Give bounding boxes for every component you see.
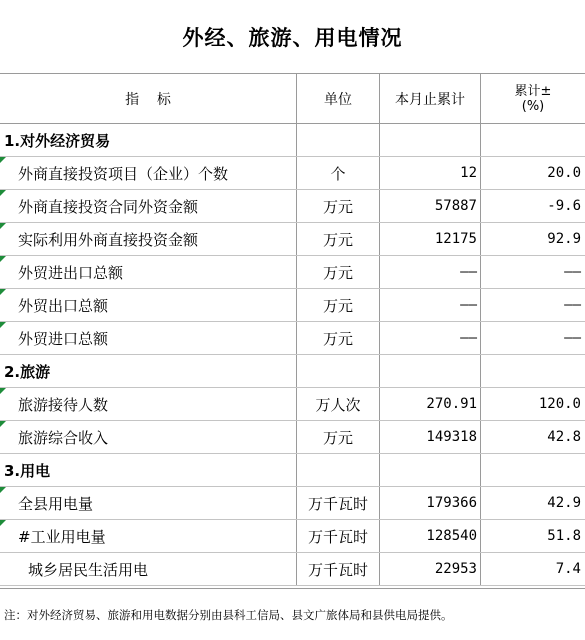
unit-cell: 万千瓦时	[297, 553, 380, 585]
section-label: 1.对外经济贸易	[0, 124, 297, 156]
indicator-cell	[0, 157, 297, 189]
indicator-label: 旅游接待人数	[18, 395, 109, 414]
cell-marker-icon	[0, 190, 6, 196]
indicator-cell	[0, 487, 297, 519]
table-row	[0, 520, 585, 553]
indicator-label: 全县用电量	[18, 494, 94, 513]
indicator-cell	[0, 256, 297, 288]
indicator-label: 实际利用外商直接投资金额	[18, 230, 199, 249]
value-cell	[380, 355, 481, 387]
header-cumulative: 本月止累计	[380, 74, 481, 123]
change-cell: -9.6	[547, 198, 581, 214]
change-cell: 20.0	[547, 165, 581, 181]
change-cell: 7.4	[555, 561, 581, 577]
section-row-electricity	[0, 454, 585, 487]
value-cell	[380, 454, 481, 486]
value-cell: ——	[380, 322, 481, 354]
change-cell	[481, 454, 585, 486]
header-change	[481, 74, 585, 123]
table-row	[0, 487, 585, 520]
cell-marker-icon	[0, 256, 6, 262]
indicator-cell	[0, 322, 297, 354]
change-cell: ——	[564, 297, 581, 313]
table-row	[0, 190, 585, 223]
indicator-cell	[0, 553, 297, 585]
unit-cell	[297, 355, 380, 387]
table-row	[0, 553, 585, 586]
indicator-cell	[0, 190, 297, 222]
indicator-label: 外商直接投资项目（企业）个数	[18, 164, 229, 183]
indicator-label: #工业用电量	[18, 527, 106, 546]
value-cell: 12	[380, 157, 481, 189]
section-label: 3.用电	[0, 454, 297, 486]
unit-cell: 万元	[297, 190, 380, 222]
cell-marker-icon	[0, 520, 6, 526]
change-cell: 42.9	[547, 495, 581, 511]
value-cell: 179366	[380, 487, 481, 519]
indicator-label: 城乡居民生活用电	[28, 560, 149, 579]
change-cell: ——	[564, 330, 581, 346]
change-cell: 92.9	[547, 231, 581, 247]
section-row-tourism	[0, 355, 585, 388]
unit-cell: 万元	[297, 256, 380, 288]
indicator-cell	[0, 223, 297, 255]
change-cell: 42.8	[547, 429, 581, 445]
table-title: 外经、旅游、用电情况	[0, 0, 585, 74]
value-cell: 22953	[380, 553, 481, 585]
value-cell: 57887	[380, 190, 481, 222]
unit-cell: 万元	[297, 421, 380, 453]
cell-marker-icon	[0, 421, 6, 427]
change-cell: ——	[564, 264, 581, 280]
unit-cell	[297, 454, 380, 486]
unit-cell	[297, 124, 380, 156]
table-row	[0, 421, 585, 454]
table-row	[0, 289, 585, 322]
section-row-foreign-trade	[0, 124, 585, 157]
indicator-label: 外贸进口总额	[18, 329, 109, 348]
indicator-label: 外贸进出口总额	[18, 263, 124, 282]
header-unit: 单位	[297, 74, 380, 123]
header-change-line1: 累计±	[514, 83, 552, 99]
header-change-line2: (%)	[521, 98, 545, 114]
cell-marker-icon	[0, 223, 6, 229]
unit-cell: 万千瓦时	[297, 520, 380, 552]
change-cell	[481, 124, 585, 156]
footnote: 注：对外经济贸易、旅游和用电数据分别由县科工信局、县文广旅体局和县供电局提供。	[0, 588, 585, 640]
unit-cell: 万元	[297, 322, 380, 354]
indicator-label: 旅游综合收入	[18, 428, 109, 447]
change-cell	[481, 355, 585, 387]
value-cell: 149318	[380, 421, 481, 453]
change-cell: 120.0	[538, 396, 581, 412]
value-cell	[380, 124, 481, 156]
change-cell: 51.8	[547, 528, 581, 544]
table-row	[0, 157, 585, 190]
indicator-cell	[0, 520, 297, 552]
indicator-label: 外商直接投资合同外资金额	[18, 197, 199, 216]
section-label: 2.旅游	[0, 355, 297, 387]
cell-marker-icon	[0, 289, 6, 295]
indicator-cell	[0, 289, 297, 321]
indicator-cell	[0, 421, 297, 453]
table-row	[0, 388, 585, 421]
data-table	[0, 74, 585, 586]
unit-cell: 万千瓦时	[297, 487, 380, 519]
cell-marker-icon	[0, 487, 6, 493]
cell-marker-icon	[0, 322, 6, 328]
value-cell: 270.91	[380, 388, 481, 420]
value-cell: ——	[380, 289, 481, 321]
indicator-label: 外贸出口总额	[18, 296, 109, 315]
cell-marker-icon	[0, 157, 6, 163]
table-row	[0, 322, 585, 355]
table-row	[0, 256, 585, 289]
unit-cell: 个	[297, 157, 380, 189]
header-indicator: 指 标	[0, 74, 297, 123]
cell-marker-icon	[0, 388, 6, 394]
unit-cell: 万元	[297, 223, 380, 255]
table-row	[0, 223, 585, 256]
unit-cell: 万元	[297, 289, 380, 321]
unit-cell: 万人次	[297, 388, 380, 420]
indicator-cell	[0, 388, 297, 420]
value-cell: ——	[380, 256, 481, 288]
value-cell: 128540	[380, 520, 481, 552]
table-header-row	[0, 74, 585, 124]
value-cell: 12175	[380, 223, 481, 255]
